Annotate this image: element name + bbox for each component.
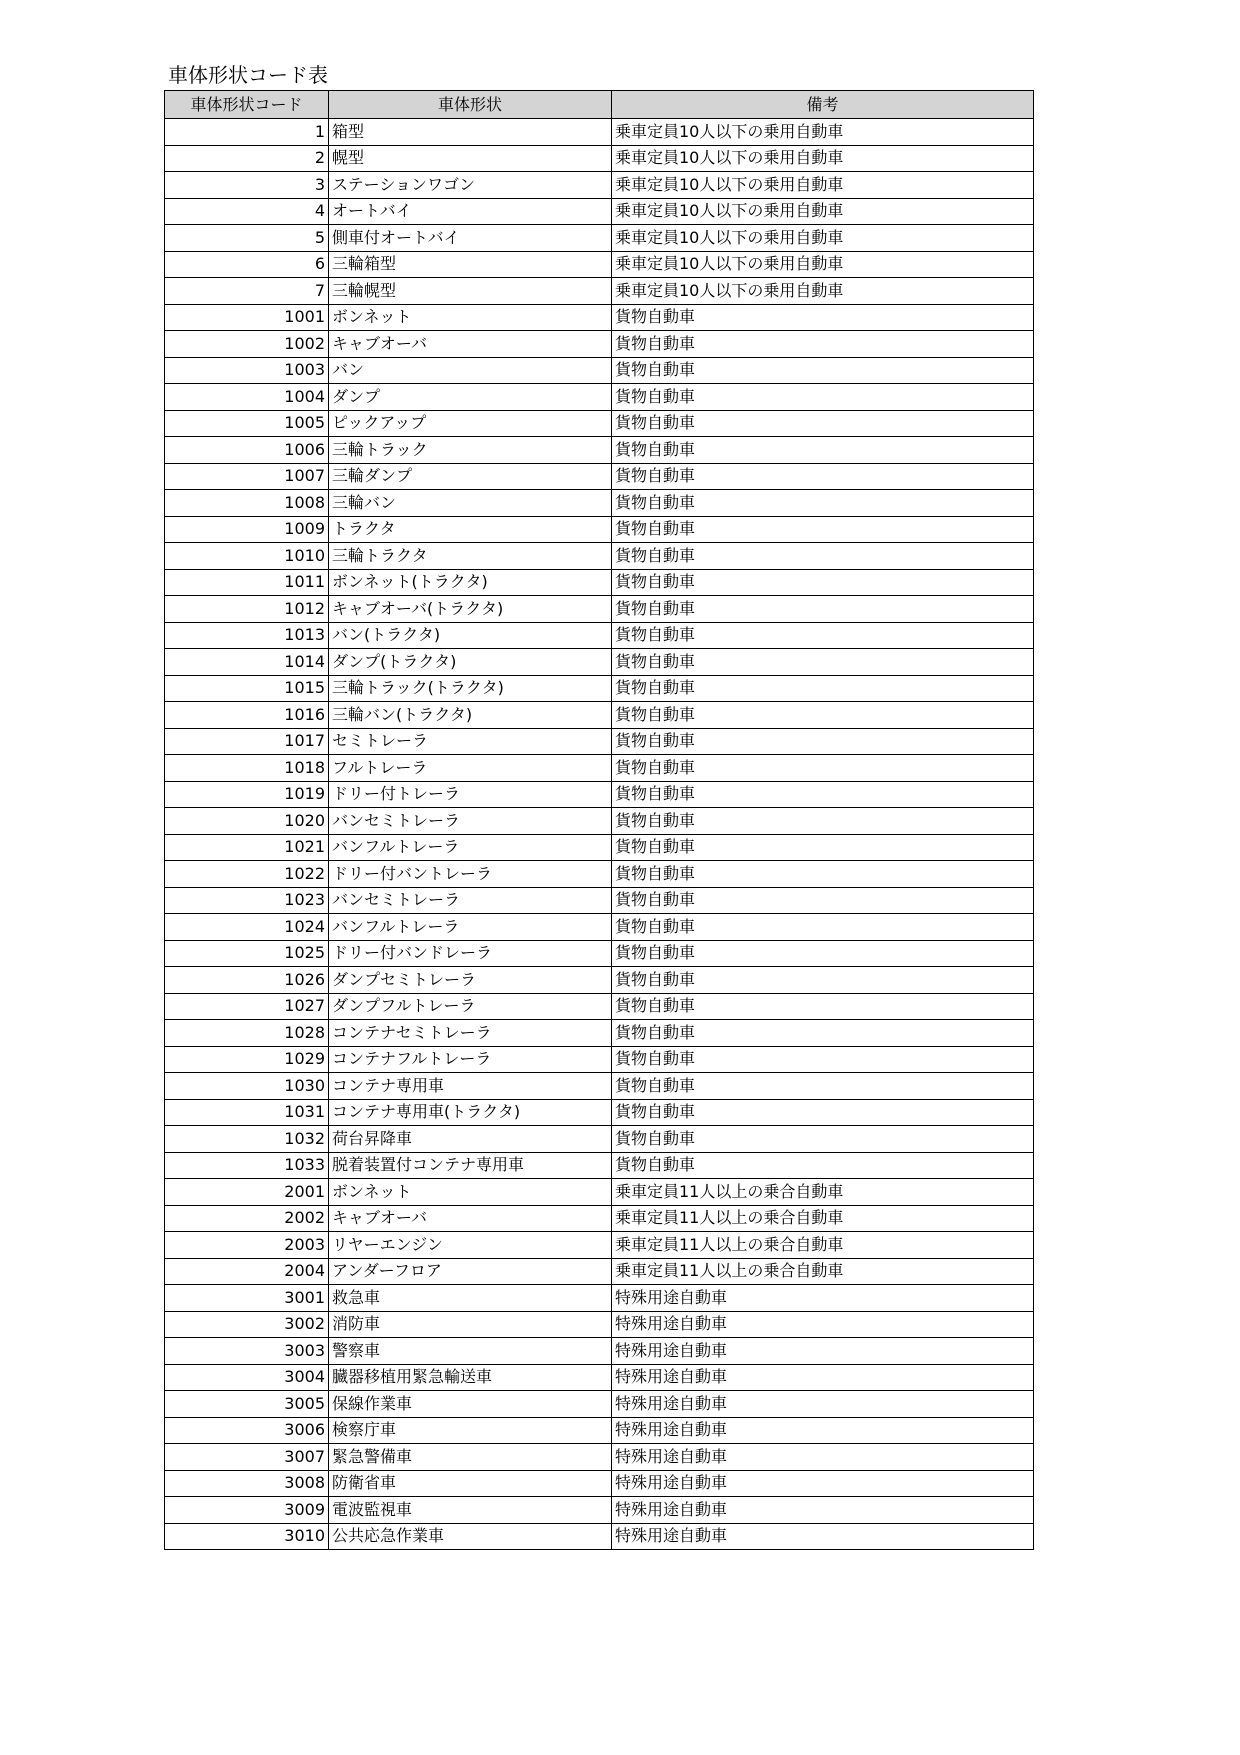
code-cell: 1025 xyxy=(165,940,329,967)
code-cell: 1003 xyxy=(165,357,329,384)
code-cell: 1016 xyxy=(165,702,329,729)
table-row xyxy=(165,1020,1034,1047)
table-row xyxy=(165,622,1034,649)
shape-cell: リヤーエンジン xyxy=(329,1232,612,1259)
note-cell: 貨物自動車 xyxy=(612,569,1034,596)
code-cell: 1010 xyxy=(165,543,329,570)
code-cell: 1001 xyxy=(165,304,329,331)
code-cell: 2002 xyxy=(165,1205,329,1232)
code-cell: 3 xyxy=(165,172,329,199)
code-cell: 1006 xyxy=(165,437,329,464)
note-cell: 貨物自動車 xyxy=(612,331,1034,358)
code-cell: 3008 xyxy=(165,1470,329,1497)
table-row xyxy=(165,649,1034,676)
note-cell: 貨物自動車 xyxy=(612,702,1034,729)
shape-cell: ダンプ xyxy=(329,384,612,411)
note-cell: 貨物自動車 xyxy=(612,1046,1034,1073)
table-header xyxy=(165,91,1034,119)
shape-cell: 三輪ダンプ xyxy=(329,463,612,490)
shape-cell: 消防車 xyxy=(329,1311,612,1338)
note-cell: 貨物自動車 xyxy=(612,675,1034,702)
code-cell: 3004 xyxy=(165,1364,329,1391)
shape-cell: アンダーフロア xyxy=(329,1258,612,1285)
shape-cell: セミトレーラ xyxy=(329,728,612,755)
shape-cell: フルトレーラ xyxy=(329,755,612,782)
shape-cell: ステーションワゴン xyxy=(329,172,612,199)
note-cell: 貨物自動車 xyxy=(612,516,1034,543)
table-row xyxy=(165,119,1034,146)
note-cell: 貨物自動車 xyxy=(612,967,1034,994)
shape-cell: キャブオーバ(トラクタ) xyxy=(329,596,612,623)
code-cell: 4 xyxy=(165,198,329,225)
table-row xyxy=(165,1391,1034,1418)
table-row xyxy=(165,410,1034,437)
table-row xyxy=(165,781,1034,808)
shape-cell: バンセミトレーラ xyxy=(329,887,612,914)
shape-cell: オートバイ xyxy=(329,198,612,225)
code-cell: 3001 xyxy=(165,1285,329,1312)
shape-cell: 検察庁車 xyxy=(329,1417,612,1444)
note-cell: 貨物自動車 xyxy=(612,463,1034,490)
table-row xyxy=(165,569,1034,596)
code-cell: 1005 xyxy=(165,410,329,437)
code-cell: 1032 xyxy=(165,1126,329,1153)
code-cell: 1017 xyxy=(165,728,329,755)
table-row xyxy=(165,172,1034,199)
shape-cell: 三輪バン xyxy=(329,490,612,517)
table-row xyxy=(165,834,1034,861)
note-cell: 貨物自動車 xyxy=(612,914,1034,941)
note-cell: 貨物自動車 xyxy=(612,993,1034,1020)
code-cell: 5 xyxy=(165,225,329,252)
code-cell: 2 xyxy=(165,145,329,172)
shape-cell: 荷台昇降車 xyxy=(329,1126,612,1153)
table-row xyxy=(165,861,1034,888)
shape-cell: 臓器移植用緊急輸送車 xyxy=(329,1364,612,1391)
table-row xyxy=(165,675,1034,702)
shape-cell: ボンネット(トラクタ) xyxy=(329,569,612,596)
note-cell: 貨物自動車 xyxy=(612,622,1034,649)
shape-cell: 脱着装置付コンテナ専用車 xyxy=(329,1152,612,1179)
code-cell: 3006 xyxy=(165,1417,329,1444)
note-cell: 貨物自動車 xyxy=(612,490,1034,517)
header-note: 備考 xyxy=(612,91,1034,119)
code-cell: 2003 xyxy=(165,1232,329,1259)
shape-cell: 三輪箱型 xyxy=(329,251,612,278)
note-cell: 貨物自動車 xyxy=(612,1020,1034,1047)
table-row xyxy=(165,384,1034,411)
shape-cell: 三輪幌型 xyxy=(329,278,612,305)
table-row xyxy=(165,543,1034,570)
table-row xyxy=(165,1311,1034,1338)
shape-cell: ダンプ(トラクタ) xyxy=(329,649,612,676)
shape-cell: 公共応急作業車 xyxy=(329,1523,612,1550)
shape-cell: ダンプセミトレーラ xyxy=(329,967,612,994)
note-cell: 貨物自動車 xyxy=(612,304,1034,331)
note-cell: 乗車定員10人以下の乗用自動車 xyxy=(612,198,1034,225)
table-row xyxy=(165,1126,1034,1153)
note-cell: 貨物自動車 xyxy=(612,755,1034,782)
shape-cell: ボンネット xyxy=(329,1179,612,1206)
code-cell: 1018 xyxy=(165,755,329,782)
note-cell: 乗車定員11人以上の乗合自動車 xyxy=(612,1258,1034,1285)
table-row xyxy=(165,1152,1034,1179)
shape-cell: コンテナセミトレーラ xyxy=(329,1020,612,1047)
table-row xyxy=(165,1046,1034,1073)
shape-cell: バンフルトレーラ xyxy=(329,834,612,861)
table-row xyxy=(165,304,1034,331)
shape-cell: バンセミトレーラ xyxy=(329,808,612,835)
shape-cell: コンテナ専用車 xyxy=(329,1073,612,1100)
note-cell: 特殊用途自動車 xyxy=(612,1364,1034,1391)
table-row xyxy=(165,1258,1034,1285)
shape-cell: バンフルトレーラ xyxy=(329,914,612,941)
table-row xyxy=(165,278,1034,305)
table-body xyxy=(165,119,1034,1550)
shape-cell: 保線作業車 xyxy=(329,1391,612,1418)
table-row xyxy=(165,516,1034,543)
note-cell: 乗車定員10人以下の乗用自動車 xyxy=(612,278,1034,305)
note-cell: 特殊用途自動車 xyxy=(612,1470,1034,1497)
shape-cell: 幌型 xyxy=(329,145,612,172)
table-row xyxy=(165,1285,1034,1312)
header-code: 車体形状コード xyxy=(165,91,329,119)
table-row xyxy=(165,198,1034,225)
table-row xyxy=(165,914,1034,941)
table-row xyxy=(165,1205,1034,1232)
note-cell: 貨物自動車 xyxy=(612,728,1034,755)
note-cell: 貨物自動車 xyxy=(612,357,1034,384)
note-cell: 乗車定員11人以上の乗合自動車 xyxy=(612,1205,1034,1232)
code-cell: 1022 xyxy=(165,861,329,888)
note-cell: 乗車定員10人以下の乗用自動車 xyxy=(612,145,1034,172)
code-cell: 1011 xyxy=(165,569,329,596)
table-row xyxy=(165,1497,1034,1524)
note-cell: 特殊用途自動車 xyxy=(612,1523,1034,1550)
code-cell: 1004 xyxy=(165,384,329,411)
code-cell: 3002 xyxy=(165,1311,329,1338)
code-cell: 1033 xyxy=(165,1152,329,1179)
shape-cell: 箱型 xyxy=(329,119,612,146)
page-title: 車体形状コード表 xyxy=(168,63,328,87)
shape-cell: 三輪トラクタ xyxy=(329,543,612,570)
shape-cell: ピックアップ xyxy=(329,410,612,437)
code-cell: 3010 xyxy=(165,1523,329,1550)
code-cell: 1020 xyxy=(165,808,329,835)
shape-cell: 三輪トラック(トラクタ) xyxy=(329,675,612,702)
code-cell: 1024 xyxy=(165,914,329,941)
code-cell: 1027 xyxy=(165,993,329,1020)
note-cell: 特殊用途自動車 xyxy=(612,1338,1034,1365)
code-cell: 3003 xyxy=(165,1338,329,1365)
code-cell: 3007 xyxy=(165,1444,329,1471)
table-row xyxy=(165,1470,1034,1497)
note-cell: 貨物自動車 xyxy=(612,940,1034,967)
code-cell: 1002 xyxy=(165,331,329,358)
header-row xyxy=(165,91,1034,119)
note-cell: 特殊用途自動車 xyxy=(612,1444,1034,1471)
note-cell: 乗車定員10人以下の乗用自動車 xyxy=(612,225,1034,252)
table-row xyxy=(165,702,1034,729)
table-row xyxy=(165,1523,1034,1550)
code-cell: 1019 xyxy=(165,781,329,808)
code-cell: 1028 xyxy=(165,1020,329,1047)
code-cell: 1021 xyxy=(165,834,329,861)
table-row xyxy=(165,1338,1034,1365)
code-cell: 1012 xyxy=(165,596,329,623)
code-cell: 3005 xyxy=(165,1391,329,1418)
table-row xyxy=(165,1179,1034,1206)
shape-cell: バン xyxy=(329,357,612,384)
code-cell: 1008 xyxy=(165,490,329,517)
shape-cell: 緊急警備車 xyxy=(329,1444,612,1471)
table-row xyxy=(165,993,1034,1020)
code-cell: 1029 xyxy=(165,1046,329,1073)
code-cell: 1030 xyxy=(165,1073,329,1100)
table-row xyxy=(165,728,1034,755)
note-cell: 貨物自動車 xyxy=(612,887,1034,914)
code-cell: 1013 xyxy=(165,622,329,649)
shape-cell: 三輪バン(トラクタ) xyxy=(329,702,612,729)
shape-cell: バン(トラクタ) xyxy=(329,622,612,649)
code-cell: 1009 xyxy=(165,516,329,543)
code-cell: 1023 xyxy=(165,887,329,914)
table-row xyxy=(165,1417,1034,1444)
note-cell: 貨物自動車 xyxy=(612,861,1034,888)
note-cell: 貨物自動車 xyxy=(612,1099,1034,1126)
shape-cell: コンテナフルトレーラ xyxy=(329,1046,612,1073)
shape-cell: ドリー付バンドレーラ xyxy=(329,940,612,967)
table-row xyxy=(165,357,1034,384)
code-cell: 1007 xyxy=(165,463,329,490)
table-row xyxy=(165,1364,1034,1391)
vehicle-shape-code-table xyxy=(164,90,1034,1550)
shape-cell: コンテナ専用車(トラクタ) xyxy=(329,1099,612,1126)
note-cell: 特殊用途自動車 xyxy=(612,1497,1034,1524)
table-row xyxy=(165,1444,1034,1471)
note-cell: 乗車定員10人以下の乗用自動車 xyxy=(612,251,1034,278)
code-cell: 3009 xyxy=(165,1497,329,1524)
code-cell: 2004 xyxy=(165,1258,329,1285)
note-cell: 乗車定員10人以下の乗用自動車 xyxy=(612,172,1034,199)
note-cell: 特殊用途自動車 xyxy=(612,1417,1034,1444)
code-cell: 1015 xyxy=(165,675,329,702)
shape-cell: キャブオーバ xyxy=(329,1205,612,1232)
table-row xyxy=(165,1099,1034,1126)
table-row xyxy=(165,251,1034,278)
code-cell: 1014 xyxy=(165,649,329,676)
shape-cell: ダンプフルトレーラ xyxy=(329,993,612,1020)
table-row xyxy=(165,490,1034,517)
note-cell: 貨物自動車 xyxy=(612,596,1034,623)
shape-cell: 警察車 xyxy=(329,1338,612,1365)
note-cell: 乗車定員11人以上の乗合自動車 xyxy=(612,1179,1034,1206)
code-cell: 1031 xyxy=(165,1099,329,1126)
note-cell: 貨物自動車 xyxy=(612,808,1034,835)
code-cell: 6 xyxy=(165,251,329,278)
note-cell: 貨物自動車 xyxy=(612,410,1034,437)
code-cell: 1 xyxy=(165,119,329,146)
note-cell: 貨物自動車 xyxy=(612,1152,1034,1179)
shape-cell: 防衛省車 xyxy=(329,1470,612,1497)
table-row xyxy=(165,887,1034,914)
shape-cell: ボンネット xyxy=(329,304,612,331)
shape-cell: 三輪トラック xyxy=(329,437,612,464)
note-cell: 特殊用途自動車 xyxy=(612,1285,1034,1312)
note-cell: 貨物自動車 xyxy=(612,834,1034,861)
note-cell: 貨物自動車 xyxy=(612,781,1034,808)
note-cell: 貨物自動車 xyxy=(612,1073,1034,1100)
shape-cell: キャブオーバ xyxy=(329,331,612,358)
note-cell: 乗車定員11人以上の乗合自動車 xyxy=(612,1232,1034,1259)
table-row xyxy=(165,808,1034,835)
code-cell: 1026 xyxy=(165,967,329,994)
note-cell: 特殊用途自動車 xyxy=(612,1311,1034,1338)
table-row xyxy=(165,940,1034,967)
note-cell: 貨物自動車 xyxy=(612,649,1034,676)
note-cell: 乗車定員10人以下の乗用自動車 xyxy=(612,119,1034,146)
table-row xyxy=(165,755,1034,782)
table-row xyxy=(165,437,1034,464)
note-cell: 貨物自動車 xyxy=(612,437,1034,464)
shape-cell: ドリー付トレーラ xyxy=(329,781,612,808)
note-cell: 特殊用途自動車 xyxy=(612,1391,1034,1418)
shape-cell: 救急車 xyxy=(329,1285,612,1312)
shape-cell: 電波監視車 xyxy=(329,1497,612,1524)
table-row xyxy=(165,1232,1034,1259)
code-cell: 7 xyxy=(165,278,329,305)
table-row xyxy=(165,331,1034,358)
table-row xyxy=(165,463,1034,490)
table-row xyxy=(165,967,1034,994)
note-cell: 貨物自動車 xyxy=(612,1126,1034,1153)
table-row xyxy=(165,145,1034,172)
table-row xyxy=(165,225,1034,252)
shape-cell: 側車付オートバイ xyxy=(329,225,612,252)
table-row xyxy=(165,1073,1034,1100)
table-row xyxy=(165,596,1034,623)
header-shape: 車体形状 xyxy=(329,91,612,119)
shape-cell: トラクタ xyxy=(329,516,612,543)
code-cell: 2001 xyxy=(165,1179,329,1206)
note-cell: 貨物自動車 xyxy=(612,384,1034,411)
note-cell: 貨物自動車 xyxy=(612,543,1034,570)
shape-cell: ドリー付バントレーラ xyxy=(329,861,612,888)
